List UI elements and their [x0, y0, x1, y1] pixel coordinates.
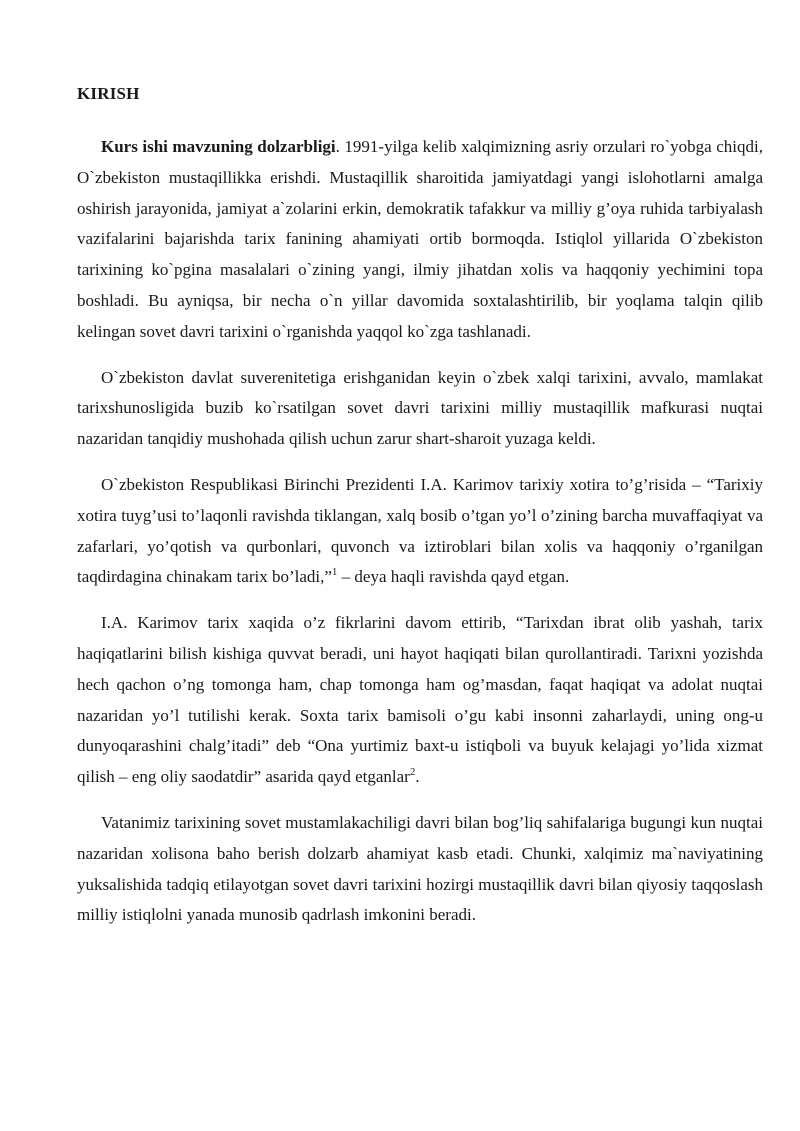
footnote-ref[interactable]: 1: [331, 566, 338, 579]
paragraph-sovereignty: [77, 363, 763, 455]
section-heading: KIRISH: [77, 84, 140, 103]
paragraph-text: I.A. Karimov tarix xaqida o’z fikrlarini davom ettirib, “Tarixdan ibrat olib yashah, tarix haqiqatlarini bilish kishiga quvvat beradi, uni hayot haqiqati bilan qurollantiradi. Tarixni yozishda hech qachon o’ng tomonga ham, chap tomonga ham og’masdan, faqat haqiqat va adolat nuqtai nazaridan yo’l tutilishi kerak. Soxta tarix bamisoli o’gu kabi insonni zaharlaydi, uning ong-u dunyoqarashini chalg’itadi” deb “Ona yurtimiz baxt-u istiqboli va buyuk kelajagi yo’lida xizmat qilish – eng oliy saodatdir” asarida qayd etganlar: [77, 613, 763, 787]
document-body: [77, 132, 763, 946]
paragraph-karimov-quote: [77, 608, 763, 793]
paragraph-tail: .: [415, 767, 420, 787]
paragraph-lead-bold: Kurs ishi mavzuning dolzarbligi: [101, 137, 336, 156]
paragraph-text: Vatanimiz tarixining sovet mustamlakachiligi davri bilan bog’liq sahifalariga bugungi kun nuqtai nazaridan xolisona baho berish dolzarb ahamiyat kasb etadi. Chunki, xalqimiz ma`naviyatining yuksalishida tadqiq etilayotgan sovet davri tarixini hozirgi mustaqillik davri bilan qiyosiy taqqoslash milliy istiqlolni yanada munosib qadrlash imkonini beradi.: [77, 812, 763, 925]
paragraph-soviet-period: [77, 808, 763, 931]
paragraph-relevance: [77, 132, 763, 348]
paragraph-historical-memory: [77, 470, 763, 593]
paragraph-text: O`zbekiston Respublikasi Birinchi Prezidenti I.A. Karimov tarixiy xotira to’g’risida – “Tarixiy xotira tuyg’usi to’laqonli ravishda tiklangan, xalq bosib o’tgan yo’l o’zining barcha muvaffaqiyat va zafarlari, yo’qotish va qurbonlari, quvonch va iztiroblari bilan xolis va haqqoniy o’rganilgan taqdirdagina chinakam tarix bo’ladi,”: [77, 474, 763, 587]
footnote-ref[interactable]: 2: [409, 766, 416, 779]
paragraph-tail: – deya haqli ravishda qayd etgan.: [337, 567, 570, 587]
paragraph-text: . 1991-yilga kelib xalqimizning asriy orzulari ro`yobga chiqdi, O`zbekiston mustaqillikka erishdi. Mustaqillik sharoitida jamiyatdagi yangi islohotlarni amalga oshirish jarayonida, jamiyat a`zolarini erkin, demokratik tafakkur va milliy g’oya ruhida tarbiyalash vazifalarini bajarishda tarix fanining ahamiyati ortib bormoqda. Istiqlol yillarida O`zbekiston tarixining ko`pgina masalalari o`zining yangi, ilmiy jihatdan xolis va haqqoniy yechimini topa boshladi. Bu ayniqsa, bir necha o`n yillar davomida soxtalashtirilib, bir yoqlama talqin qilib kelingan sovet davri tarixini o`rganishda yaqqol ko`zga tashlanadi.: [77, 137, 763, 341]
paragraph-text: O`zbekiston davlat suverenitetiga erishganidan keyin o`zbek xalqi tarixini, avvalo, mamlakat tarixshunosligida buzib ko`rsatilgan sovet davri tarixini milliy mustaqillik mafkurasi nuqtai nazaridan tanqidiy mushohada qilish uchun zarur shart-sharoit yuzaga keldi.: [77, 367, 763, 449]
